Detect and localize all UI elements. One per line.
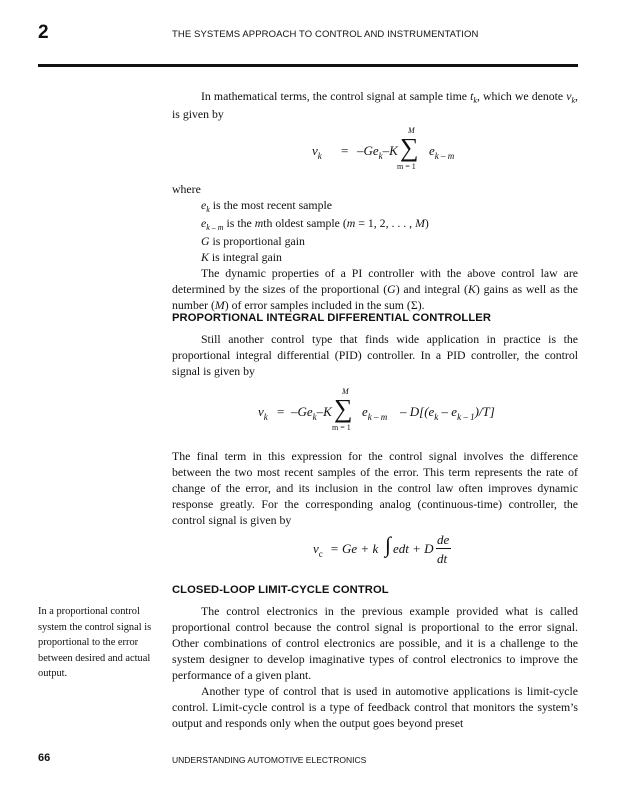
dyn-g: G xyxy=(387,282,396,296)
def-italic-M: M xyxy=(415,216,425,230)
eq2-tail: – e xyxy=(438,404,458,419)
eq3-rhs: = Ge + k xyxy=(330,541,379,556)
eq2-term-k: –K xyxy=(316,404,332,419)
def-symbol: e xyxy=(201,216,207,230)
def-desc: is the xyxy=(223,216,255,230)
def-symbol: e xyxy=(201,198,207,212)
intro-paragraph xyxy=(172,88,578,122)
eq3-rhs: edt + D xyxy=(393,541,434,556)
margin-note: In a proportional control system the control signal is proportional to the error between desired and actual output. xyxy=(38,606,152,679)
dyn-m: M xyxy=(214,298,225,312)
definition-item xyxy=(172,249,578,265)
eq3-frac-num: de xyxy=(437,532,450,547)
eq2-tail-sub2: k – 1 xyxy=(457,412,475,422)
dyn-text: ) and integral ( xyxy=(395,282,468,296)
equation-pid xyxy=(258,387,498,437)
time-subscript: k xyxy=(473,96,477,105)
eq1-sum-term: e xyxy=(429,143,435,158)
eq3-frac-bar xyxy=(436,548,451,549)
where-label: where xyxy=(172,182,201,196)
page-number: 66 xyxy=(38,752,51,764)
definition-item xyxy=(172,233,578,249)
def-subscript: k – m xyxy=(206,223,224,232)
def-desc: = 1, 2, . . . , xyxy=(355,216,416,230)
equation-pi xyxy=(312,126,492,176)
clc-paragraph-2: Another type of control that is used in automotive applications is limit-cycle control. Limit-cycle control is a type of feedback control that monitors the system’s output and responds only when the output goes beyond preset xyxy=(172,684,578,730)
eq2-sum-term-sub: k – m xyxy=(367,412,388,422)
eq2-sigma: ∑ xyxy=(334,394,353,423)
eq2-term-g: –Ge xyxy=(291,404,313,419)
eq1-sigma: ∑ xyxy=(400,133,419,162)
dyn-text: ) of error samples included in the sum (Σ). xyxy=(224,298,425,312)
intro-text-3: , is given by xyxy=(172,89,578,121)
eq1-sum-lower: m = 1 xyxy=(397,162,416,171)
eq3-lhs-sub: c xyxy=(318,549,323,559)
eq2-equals: = xyxy=(277,404,285,419)
chapter-title: THE SYSTEMS APPROACH TO CONTROL AND INSTRUMENTATION xyxy=(172,29,479,40)
def-desc: th oldest sample ( xyxy=(263,216,347,230)
eq1-lhs: v xyxy=(312,143,318,158)
eq1-sum-term-sub: k – m xyxy=(434,151,455,161)
eq2-lhs: v xyxy=(258,404,264,419)
section-heading-clc: CLOSED-LOOP LIMIT-CYCLE CONTROL xyxy=(172,584,389,596)
eq2-lhs-sub: k xyxy=(263,412,268,422)
eq2-sum-lower: m = 1 xyxy=(332,423,351,432)
dynamic-paragraph xyxy=(172,265,578,313)
def-italic-m: m xyxy=(254,216,264,230)
eq2-tail: )/T] xyxy=(474,404,495,419)
def-desc: is the most recent sample xyxy=(209,198,333,212)
intro-text: In mathematical terms, the control signal at sample time xyxy=(201,89,471,103)
def-symbol: K xyxy=(201,250,209,264)
chapter-number: 2 xyxy=(38,22,49,43)
eq1-term-k: –K xyxy=(382,143,398,158)
eq1-equals: = xyxy=(341,143,349,158)
clc-paragraph-1: The control electronics in the previous example provided what is called proportional control because the control signal is proportional to the error signal. Other combinations of control electronics are possible, and it is a challenge to the system designer to develop imaginative types of control electronics to improve the performance of a given plant. xyxy=(172,604,578,682)
pid-paragraph xyxy=(172,331,578,379)
eq1-sum-upper: M xyxy=(408,126,415,135)
definitions-block xyxy=(172,181,578,313)
eq2-sum-term: e xyxy=(362,404,368,419)
equation-analog xyxy=(313,530,453,570)
section-heading-pid: PROPORTIONAL INTEGRAL DIFFERENTIAL CONTROLLER xyxy=(172,312,491,324)
def-desc: ) xyxy=(424,216,429,230)
eq2-term-g-sub: k xyxy=(312,412,317,422)
eq2-tail: – D[(e xyxy=(400,404,435,419)
eq1-term-g: –Ge xyxy=(357,143,379,158)
header-rule xyxy=(38,64,578,67)
time-symbol: t xyxy=(470,89,474,103)
definition-item xyxy=(172,215,578,233)
eq1-lhs-sub: k xyxy=(317,151,322,161)
dyn-k: K xyxy=(467,282,476,296)
final-term-text: The final term in this expression for the control signal involves the difference between the two most recent samples of the error. This term represents the rate of change of the error, and its inclusion in the control law often improves dynamic response greatly. For the corresponding analog (continuous-time) controller, the control signal is given by xyxy=(172,449,578,527)
def-subscript: k xyxy=(206,205,210,214)
eq2-sum-upper: M xyxy=(342,387,349,396)
intro-text-2: , which we denote xyxy=(476,89,567,103)
def-desc: is integral gain xyxy=(208,250,282,264)
def-desc: is proportional gain xyxy=(209,234,305,248)
eq3-frac-den: dt xyxy=(437,551,448,566)
dyn-text: The dynamic properties of a PI controller with the above control law are determined by the sizes of the proportional ( xyxy=(172,266,578,296)
eq3-integral: ∫ xyxy=(385,532,392,557)
def-symbol: G xyxy=(201,234,210,248)
signal-symbol: v xyxy=(566,89,572,103)
clc-paragraphs xyxy=(172,603,578,731)
def-italic-m: m xyxy=(346,216,356,230)
pid-text: Still another control type that finds wide application in practice is the proportional integral differential (PID) controller. In a PID controller, the control signal is given by xyxy=(172,332,578,378)
eq3-lhs: v xyxy=(313,541,319,556)
eq2-tail-sub1: k xyxy=(434,412,439,422)
final-term-paragraph xyxy=(172,448,578,528)
signal-subscript: k xyxy=(571,96,576,105)
definition-item xyxy=(172,197,578,215)
eq1-term-g-sub: k xyxy=(378,151,383,161)
book-title: UNDERSTANDING AUTOMOTIVE ELECTRONICS xyxy=(172,755,367,765)
dyn-text: ) gains as well as the number ( xyxy=(172,282,578,312)
